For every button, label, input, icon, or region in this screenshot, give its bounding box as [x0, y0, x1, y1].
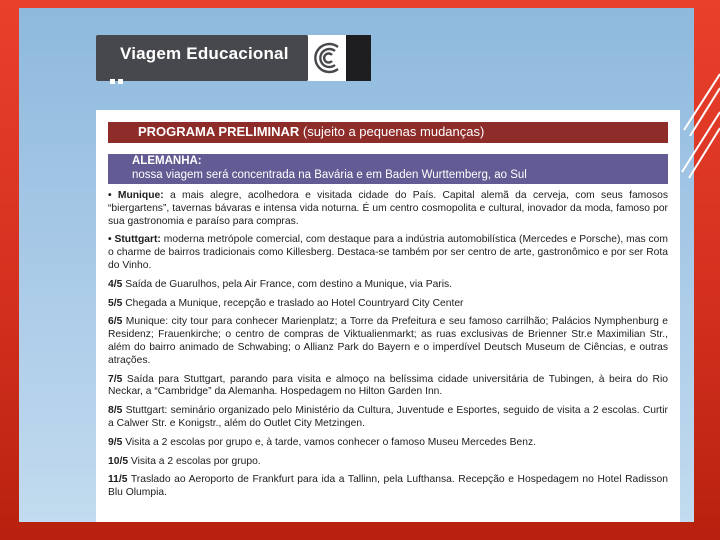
country-name: ALEMANHA:	[132, 155, 202, 167]
itinerary-item	[108, 405, 668, 431]
spiral-logo-icon	[308, 35, 346, 81]
itinerary-item	[108, 437, 668, 450]
itinerary-item	[108, 374, 668, 400]
itinerary-text: Visita a 2 escolas por grupo.	[130, 455, 261, 467]
city-description: a mais alegre, acolhedora e visitada cidade do País. Capital alemã da cerveja, com seus famosos “biergartens”, tavernas bávaras e intensa vida noturna. É um centro cosmopolita e cultural, inovador da moda, famoso por sua gastronomia e paraíso para compras.	[108, 190, 669, 227]
city-paragraph	[108, 190, 668, 228]
program-document	[96, 110, 680, 522]
itinerary-date: 9/5	[108, 436, 123, 448]
itinerary-text: Traslado ao Aeroporto de Frankfurt para ida a Tallinn, pela Lufthansa. Recepção e Hospedagem no Hotel Radisson Blu Olumpia.	[108, 474, 668, 499]
country-subtitle: nossa viagem será concentrada na Bavária e em Baden Wurttemberg, ao Sul	[132, 168, 527, 181]
itinerary-item	[108, 279, 668, 292]
itinerary-date: 6/5	[108, 316, 123, 328]
itinerary-text: Chegada a Munique, recepção e traslado ao Hotel Countryard City Center	[125, 297, 464, 309]
program-body	[108, 190, 668, 500]
itinerary-item	[108, 316, 668, 367]
city-paragraph	[108, 234, 668, 272]
itinerary-date: 11/5	[108, 474, 128, 486]
city-description: moderna metrópole comercial, com destaque para a indústria automobilística (Mercedes e Porsche), mas com o charme de bairros tradicionais como Killesberg. Destaca-se também por ser centro de arte, gastronômico e por ser Rota do Vinho.	[108, 234, 668, 271]
itinerary-text: Munique: city tour para conhecer Marienplatz; a Torre da Prefeitura e seu famoso carrilhão; Palácios Nymphenburg e Residenz; Frauenkirche; o centro de compras de Viktualienmarkt; as ruas exclusivas de Brienner Str.e Maximilian Str., além do bairro animado de Schwabing; o Allianz Park do Bayern e o imperdível Deutsch Museum de Ciências, e outras atrações.	[108, 316, 668, 366]
itinerary-date: 8/5	[108, 405, 123, 417]
program-header	[108, 122, 668, 143]
itinerary-date: 7/5	[108, 373, 123, 385]
itinerary-date: 5/5	[108, 297, 123, 309]
program-title: PROGRAMA PRELIMINAR	[138, 124, 300, 139]
country-header	[108, 154, 668, 184]
itinerary-item	[108, 456, 668, 469]
city-name: • Munique:	[108, 190, 164, 201]
logo-end-block	[346, 35, 371, 81]
itinerary-item	[108, 474, 668, 500]
itinerary-date: 4/5	[108, 278, 123, 290]
itinerary-date: 10/5	[108, 455, 129, 467]
decorative-stripes-icon	[680, 70, 720, 180]
logo	[96, 35, 376, 81]
program-note: (sujeito a pequenas mudanças)	[302, 124, 485, 139]
logo-dots	[110, 71, 126, 89]
itinerary-text: Stuttgart: seminário organizado pelo Ministério da Cultura, Juventude e Esportes, seguido de visita a 2 escolas. Curtir a Calwer Str. e Konigstr., além do Outlet City Metzingen.	[108, 405, 668, 429]
city-name: • Stuttgart:	[108, 234, 161, 246]
itinerary-item	[108, 298, 668, 311]
itinerary-text: Saída para Stuttgart, parando para visita e almoço na belíssima cidade universitária de Tubingen, à beira do Rio Neckar, a “Cambridge” da Alemanha. Hospedagem no Hilton Garden Inn.	[108, 373, 668, 398]
itinerary-text: Visita a 2 escolas por grupo e, à tarde, vamos conhecer o famoso Museu Mercedes Benz.	[125, 436, 536, 448]
itinerary-text: Saída de Guarulhos, pela Air France, com destino a Munique, via Paris.	[125, 278, 453, 290]
logo-title: Viagem Educacional	[96, 35, 308, 81]
